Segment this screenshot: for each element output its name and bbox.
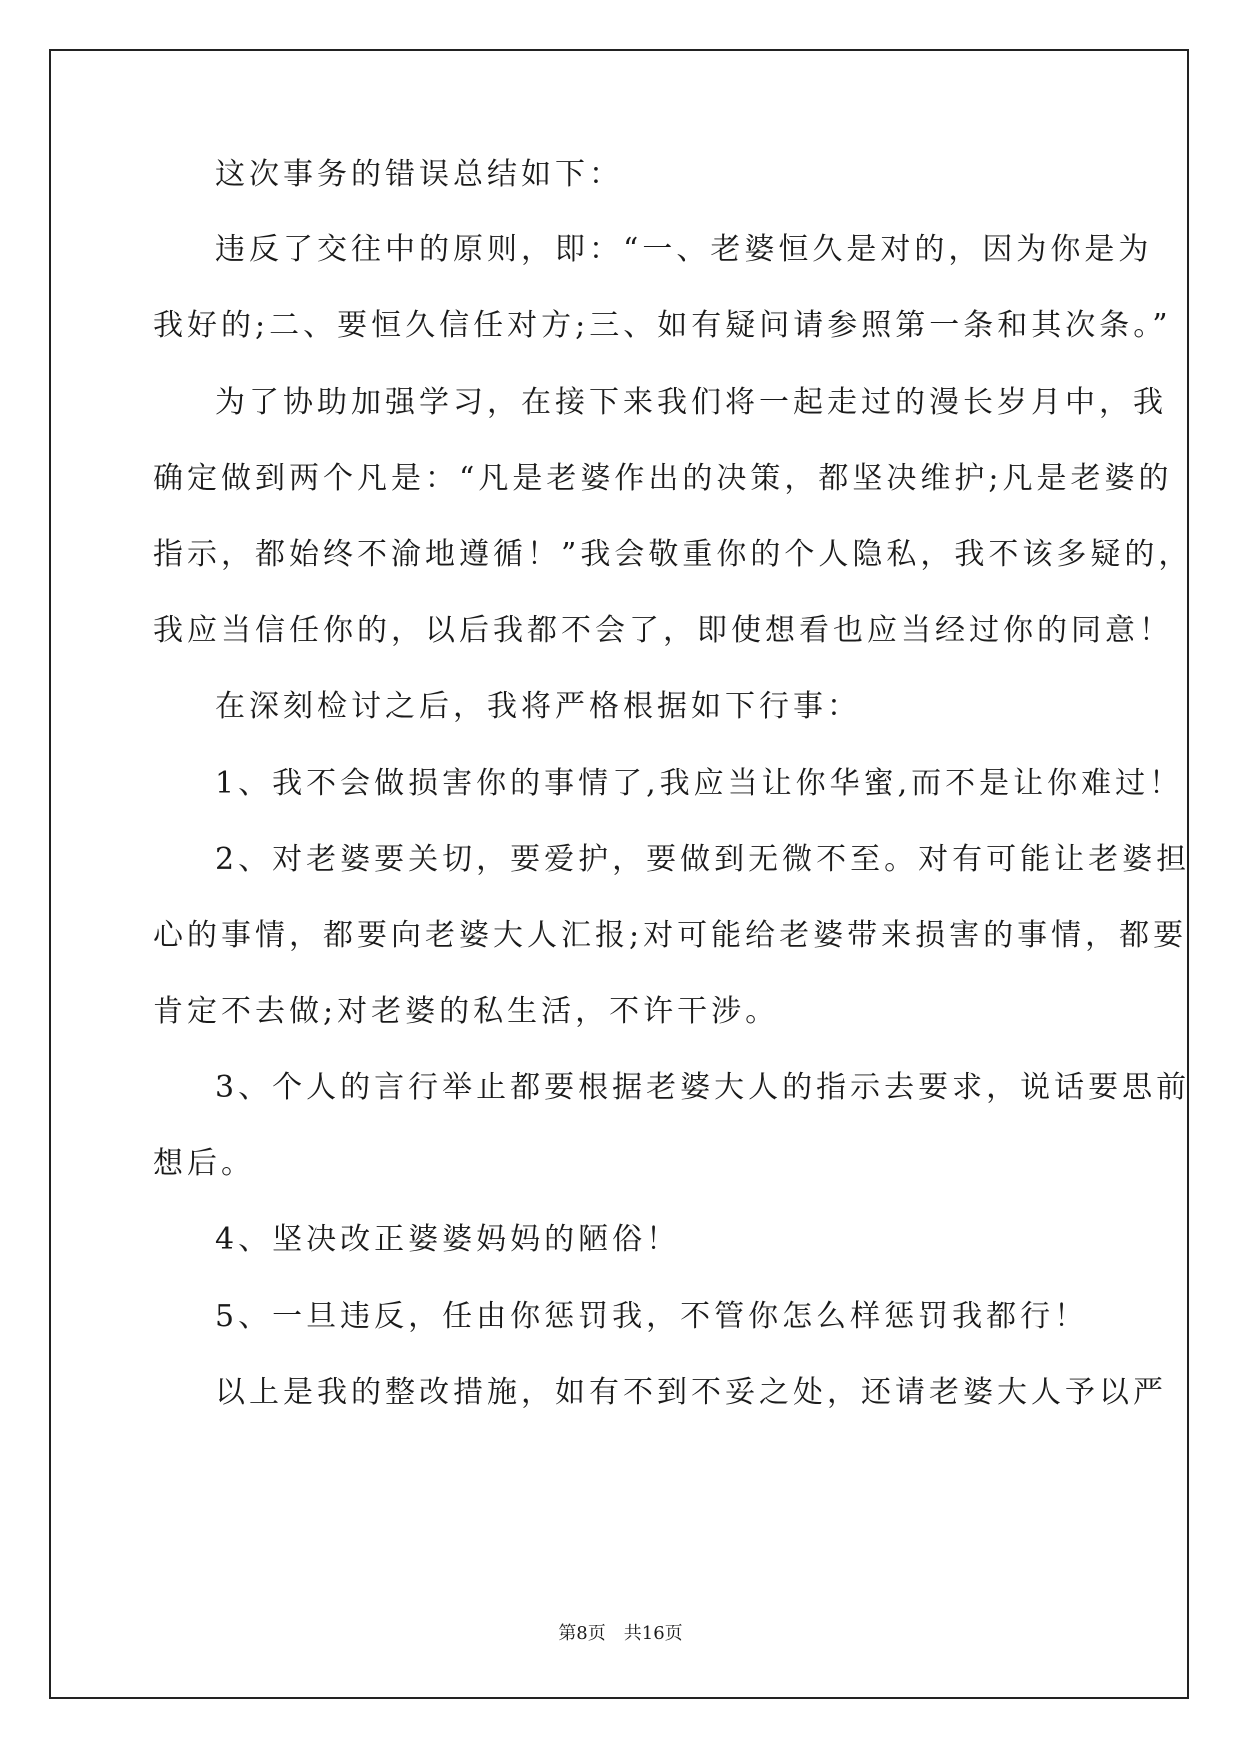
page-number: 第8页 — [558, 1623, 606, 1644]
text-line-15: 4、坚决改正婆婆妈妈的陋俗！ — [215, 1222, 681, 1257]
text-line-9: 1、我不会做损害你的事情了,我应当让你华蜜,而不是让你难过！ — [215, 766, 1184, 801]
text-line-4: 为了协助加强学习，在接下来我们将一起走过的漫长岁月中，我 — [215, 385, 1167, 420]
text-line-16: 5、一旦违反，任由你惩罚我，不管你怎么样惩罚我都行！ — [215, 1299, 1089, 1334]
text-line-8: 在深刻检讨之后，我将严格根据如下行事： — [215, 689, 861, 724]
page-total: 共16页 — [623, 1623, 683, 1644]
text-line-13: 3、个人的言行举止都要根据老婆大人的指示去要求，说话要思前 — [215, 1070, 1191, 1105]
text-line-3: 我好的;二、要恒久信任对方;三、如有疑问请参照第一条和其次条。” — [153, 308, 1172, 343]
text-line-11: 心的事情，都要向老婆大人汇报;对可能给老婆带来损害的事情，都要 — [153, 918, 1188, 953]
text-line-6: 指示，都始终不渝地遵循！”我会敬重你的个人隐私，我不该多疑的， — [153, 537, 1193, 572]
text-line-1: 这次事务的错误总结如下： — [215, 157, 623, 192]
text-line-5: 确定做到两个凡是：“凡是老婆作出的决策，都坚决维护;凡是老婆的 — [153, 461, 1173, 496]
text-line-17: 以上是我的整改措施，如有不到不妥之处，还请老婆大人予以严 — [215, 1375, 1167, 1410]
text-line-10: 2、对老婆要关切，要爱护，要做到无微不至。对有可能让老婆担 — [215, 842, 1191, 877]
text-line-12: 肯定不去做;对老婆的私生活，不许干涉。 — [153, 994, 780, 1029]
text-line-7: 我应当信任你的，以后我都不会了，即使想看也应当经过你的同意！ — [153, 613, 1173, 648]
page-footer — [0, 1622, 1241, 1646]
text-line-2: 违反了交往中的原则，即：“一、老婆恒久是对的，因为你是为 — [215, 232, 1153, 267]
text-line-14: 想后。 — [153, 1146, 255, 1181]
